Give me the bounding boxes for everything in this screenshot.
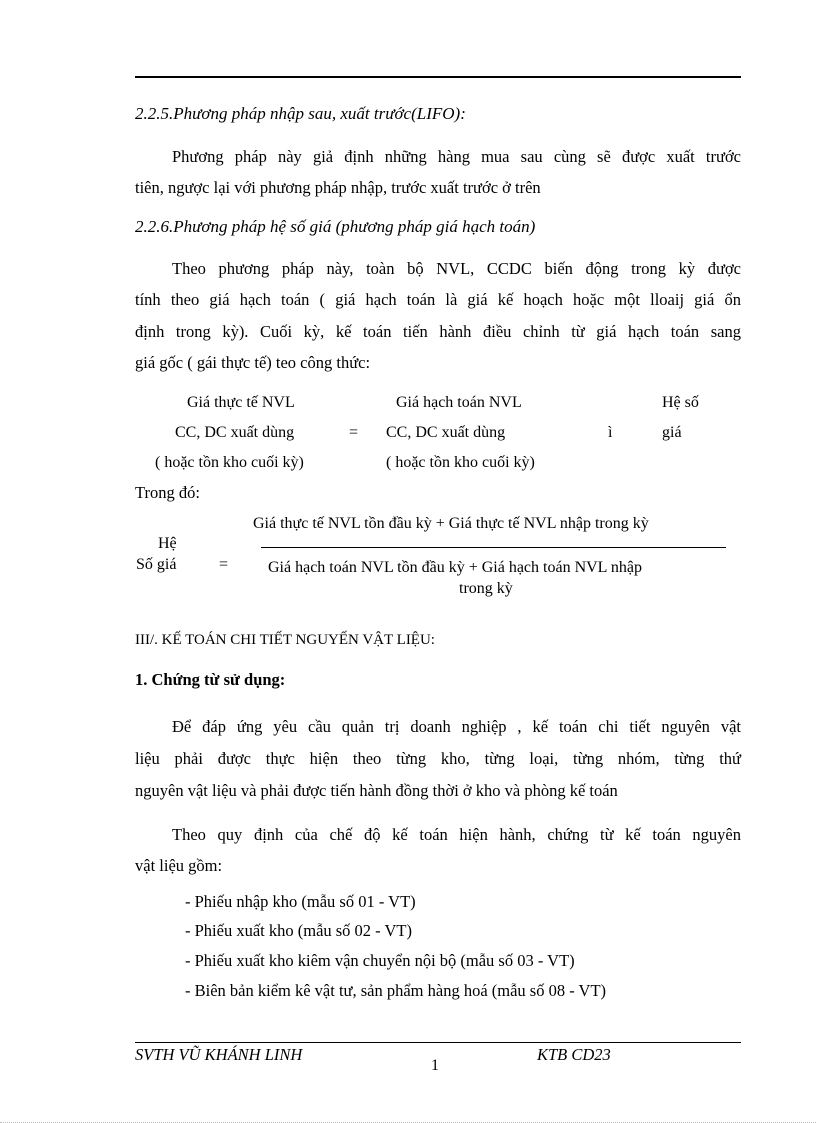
- paragraph-regulation-line1: Theo quy định của chế độ kế toán hiện hành, chứng từ kế toán nguyên: [172, 825, 741, 844]
- list-item: - Phiếu xuất kho kiêm vận chuyển nội bộ (mẫu số 03 - VT): [185, 951, 575, 970]
- list-item: - Biên bản kiểm kê vật tư, sản phẩm hàng hoá (mẫu số 08 - VT): [185, 981, 607, 1000]
- formula2-left-line1: Hệ: [158, 535, 177, 552]
- paragraph-regulation-line2: vật liệu gồm:: [135, 856, 223, 875]
- formula1-middle-line1: Giá hạch toán NVL: [396, 394, 522, 411]
- footer-author: SVTH VŨ KHÁNH LINH: [135, 1045, 303, 1064]
- formula2-numerator: Giá thực tế NVL tồn đầu kỳ + Giá thực tế NVL nhập trong kỳ: [253, 515, 649, 532]
- footer-class-code: KTB CD23: [537, 1045, 611, 1064]
- list-item: - Phiếu nhập kho (mẫu số 01 - VT): [185, 892, 416, 911]
- formula2-left-line2: Số giá: [136, 556, 177, 573]
- paragraph-coefficient-line2: tính theo giá hạch toán ( giá hạch toán là giá kế hoạch hoặc một lloaij giá ổn: [135, 290, 741, 309]
- paragraph-coefficient-line3: định trong kỳ). Cuối kỳ, kế toán tiến hành điều chỉnh từ giá hạch toán sang: [135, 322, 741, 341]
- formula1-left-line1: Giá thực tế NVL: [187, 394, 295, 411]
- formula1-right-line1: Hệ số: [662, 394, 699, 411]
- footer-rule: [135, 1042, 741, 1043]
- formula1-middle-line3: ( hoặc tồn kho cuối kỳ): [386, 454, 535, 471]
- fraction-bar: [261, 547, 726, 548]
- list-item: - Phiếu xuất kho (mẫu số 02 - VT): [185, 921, 412, 940]
- formula1-left-line3: ( hoặc tồn kho cuối kỳ): [155, 454, 304, 471]
- formula1-equals-sign: =: [349, 424, 359, 441]
- header-rule: [135, 76, 741, 78]
- formula2-denominator-line2: trong kỳ: [459, 580, 513, 597]
- formula1-middle-line2: CC, DC xuất dùng: [386, 424, 506, 441]
- section-heading-2-2-5: 2.2.5.Phương pháp nhập sau, xuất trước(LIFO):: [135, 104, 466, 123]
- formula1-right-line2: giá: [662, 424, 682, 441]
- formula1-multiply-sign: ì: [608, 424, 613, 441]
- formula2-denominator-line1: Giá hạch toán NVL tồn đầu kỳ + Giá hạch toán NVL nhập: [268, 559, 642, 576]
- paragraph-coefficient-line4: giá gốc ( gái thực tế) teo công thức:: [135, 353, 371, 372]
- section-heading-1: 1. Chứng từ sử dụng:: [135, 670, 286, 689]
- paragraph-lifo-line2: tiên, ngược lại với phương pháp nhập, trước xuất trước ở trên: [135, 178, 541, 197]
- paragraph-documents-line1: Để đáp ứng yêu cầu quản trị doanh nghiệp , kế toán chi tiết nguyên vật: [172, 717, 741, 736]
- formula2-equals-sign: =: [219, 556, 229, 573]
- paragraph-coefficient-line1: Theo phương pháp này, toàn bộ NVL, CCDC biến động trong kỳ được: [172, 259, 741, 278]
- trong-do-label: Trong đó:: [135, 483, 200, 502]
- section-heading-2-2-6: 2.2.6.Phương pháp hệ số giá (phương pháp giá hạch toán): [135, 217, 536, 236]
- page-number: 1: [431, 1057, 439, 1074]
- paragraph-documents-line3: nguyên vật liệu và phải được tiến hành đồng thời ở kho và phòng kế toán: [135, 781, 618, 800]
- section-heading-iii: III/. KẾ TOÁN CHI TIẾT NGUYẾN VẬT LIỆU:: [135, 632, 435, 648]
- formula1-left-line2: CC, DC xuất dùng: [175, 424, 295, 441]
- paragraph-documents-line2: liệu phải được thực hiện theo từng kho, từng loại, từng nhóm, từng thứ: [135, 749, 741, 768]
- paragraph-lifo-line1: Phương pháp này giả định những hàng mua sau cùng sẽ được xuất trước: [172, 147, 741, 166]
